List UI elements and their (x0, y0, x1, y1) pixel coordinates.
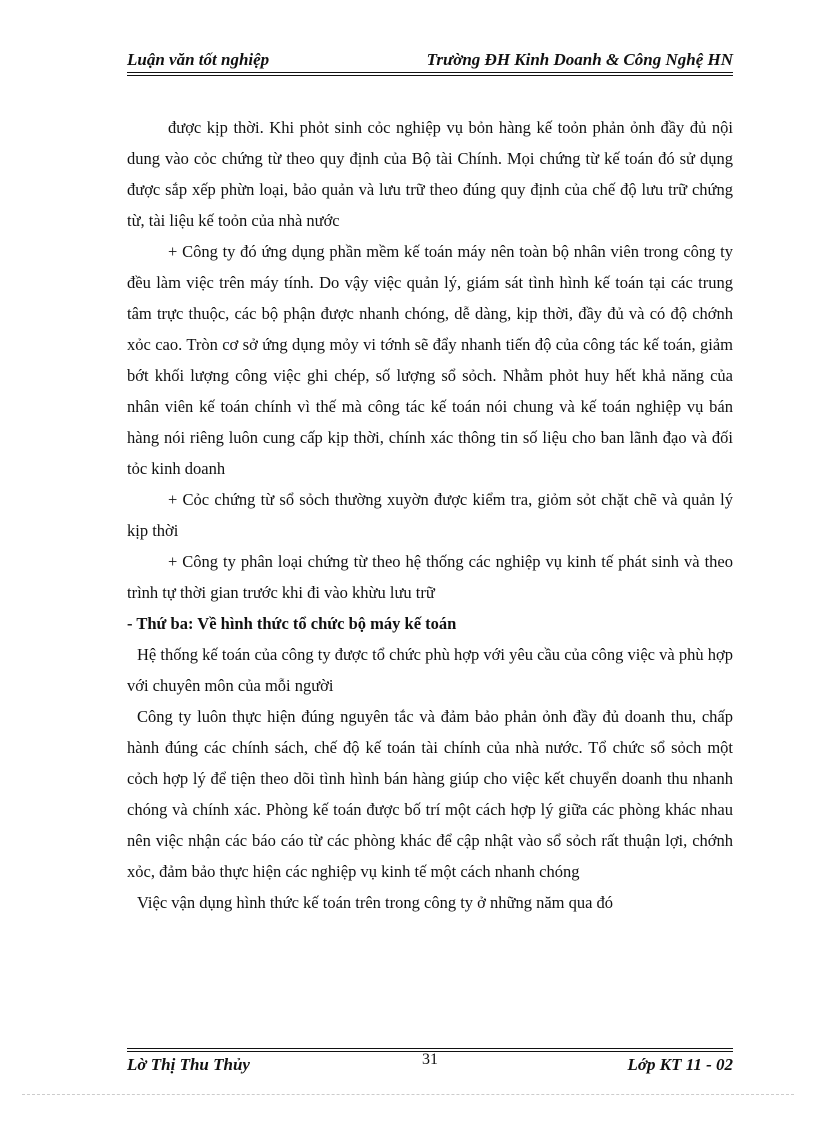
paragraph-6: Công ty luôn thực hiện đúng nguyên tắc và đảm bảo phản ỏnh đầy đủ doanh thu, chấp hành đúng các chính sách, chế độ kế toán tài chính của nhà nước. Tổ chức sổ sỏch một cỏch hợp lý để tiện theo dõi tình hình bán hàng giúp cho việc kết chuyển doanh thu nhanh chóng và chính xác. Phòng kế toán được bố trí một cách hợp lý giữa các phòng khác nhau nên việc nhận các báo cáo từ các phòng khác để cập nhật vào sổ sỏch rất thuận lợi, chớnh xỏc, đảm bảo thực hiện các nghiệp vụ kinh tế một cách nhanh chóng (127, 707, 733, 881)
footer-author: Lờ Thị Thu Thủy (127, 1055, 250, 1074)
paragraph-4: + Công ty phân loại chứng từ theo hệ thống các nghiệp vụ kinh tế phát sinh và theo trình tự thời gian trước khi đi vào khừu lưu trữ (127, 552, 733, 602)
header-university-name: Trường ĐH Kinh Doanh & Công Nghệ HN (426, 50, 733, 69)
page-header (127, 50, 733, 72)
header-thesis-title: Luận văn tốt nghiệp (127, 50, 270, 69)
section-heading: - Thứ ba: Về hình thức tổ chức bộ máy kế toán (127, 614, 457, 633)
paragraph-3: + Cỏc chứng từ sổ sỏch thường xuyờn được kiểm tra, giỏm sỏt chặt chẽ và quản lý kịp thời (127, 490, 733, 540)
page-edge-divider (22, 1094, 794, 1095)
paragraph-7: Việc vận dụng hình thức kế toán trên trong công ty ở những năm qua đó (137, 893, 614, 912)
paragraph-5: Hệ thống kế toán của công ty được tổ chức phù hợp với yêu cầu của công việc và phù hợp với chuyên môn của mỗi người (127, 645, 733, 695)
footer-class: Lớp KT 11 - 02 (627, 1055, 733, 1074)
page-body (127, 112, 733, 918)
header-rule (127, 72, 733, 73)
page-footer (127, 1053, 733, 1077)
header-rule-thin (127, 75, 733, 76)
page-number: 31 (422, 1051, 438, 1068)
footer-rule-thin (127, 1048, 733, 1049)
paragraph-1: được kịp thời. Khi phỏt sinh cỏc nghiệp vụ bỏn hàng kế toỏn phản ỏnh đầy đủ nội dung vào cỏc chứng từ theo quy định của Bộ tài Chính. Mọi chứng từ kế toán đó sử dụng được sắp xếp phừn loại, bảo quản và lưu trữ theo đúng quy định của chế độ lưu trữ chứng từ, tài liệu kế toỏn của nhà nước (127, 118, 733, 230)
paragraph-2: + Công ty đó ứng dụng phần mềm kế toán máy nên toàn bộ nhân viên trong công ty đều làm việc trên máy tính. Do vậy việc quản lý, giám sát tình hình kế toán tại các trung tâm trực thuộc, các bộ phận được nhanh chóng, dễ dàng, kịp thời, đầy đủ và có độ chớnh xỏc cao. Tròn cơ sở ứng dụng mỏy vi tớnh sẽ đẩy nhanh tiến độ của công tác kế toán, giảm bớt khối lượng công việc ghi chép, số lượng sổ sỏch. Nhằm phỏt huy hết khả năng của nhân viên kế toán chính vì thế mà công tác kế toán nói chung và kế toán nghiệp vụ bán hàng nói riêng luôn cung cấp kịp thời, chính xác thông tin số liệu cho ban lãnh đạo và đối tỏc kinh doanh (127, 242, 733, 478)
